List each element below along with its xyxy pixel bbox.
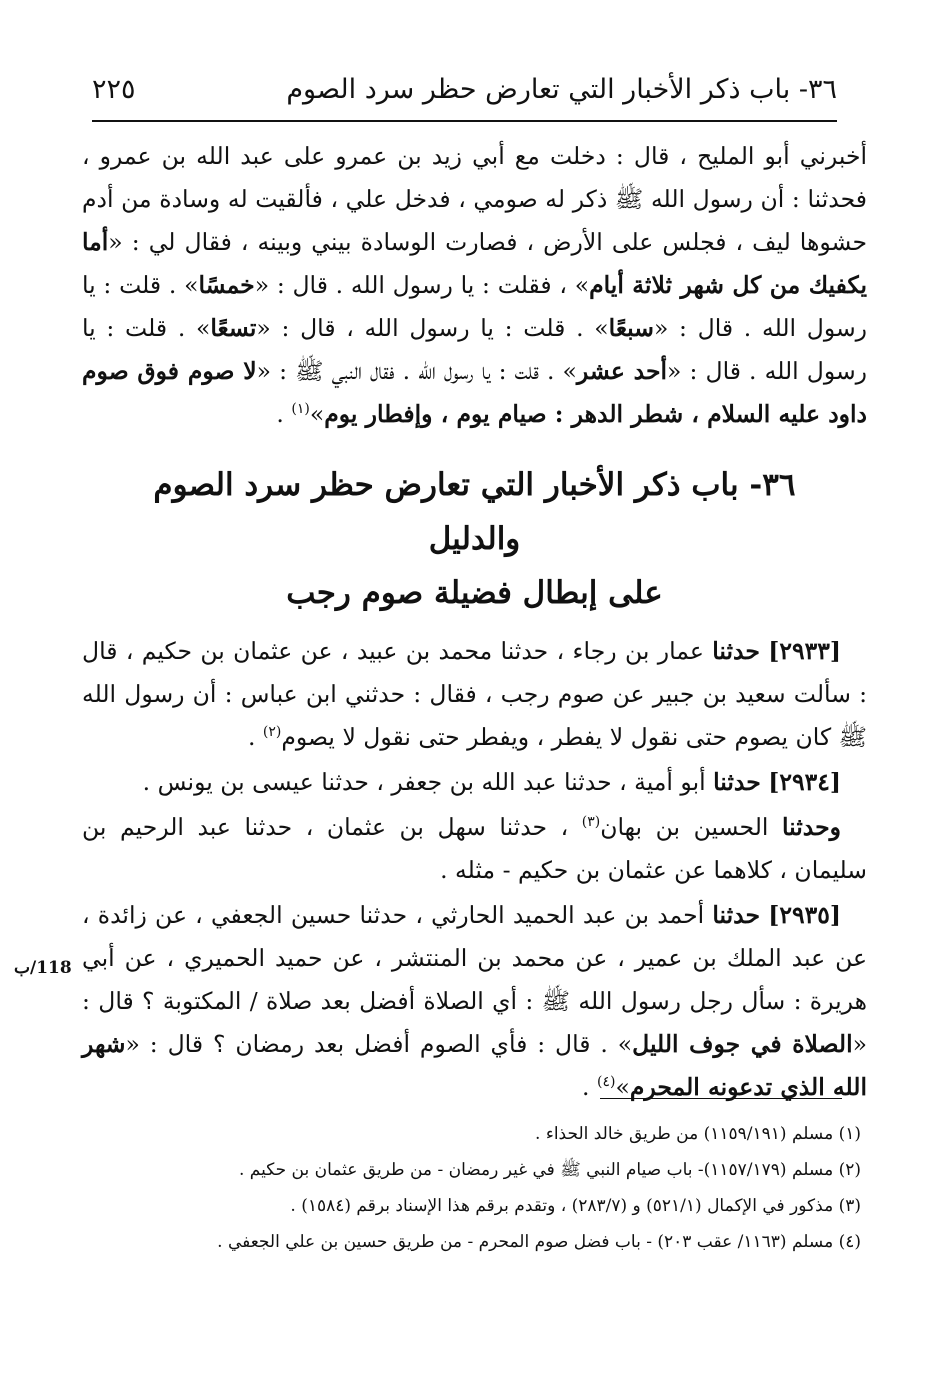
- hadith-2934-second-chain: [82, 806, 867, 892]
- text-run: الحسين بن بهان: [600, 813, 782, 841]
- page-number: ٢٢٥: [92, 73, 136, 105]
- prophet-quote: شهر الله الذي تدعونه المحرم: [82, 1030, 867, 1101]
- prophet-quote: أحد عشر: [576, 357, 668, 385]
- isnad-opener: حدثنا: [712, 901, 761, 929]
- isnad-opener: حدثنا: [713, 768, 761, 796]
- text-run: » . قلت : يا رسول الله ، قال : «: [256, 314, 609, 342]
- text-run: أبو أمية ، حدثنا عبد الله بن جعفر ، حدثنا عيسى بن يونس .: [142, 768, 714, 796]
- text-run: .: [276, 400, 292, 428]
- text-run: » ، فقلت : يا رسول الله . قال : «: [254, 271, 590, 299]
- prophet-quote: الصلاة في جوف الليل: [632, 1030, 853, 1058]
- hadith-number: [٢٩٣٥]: [768, 901, 841, 929]
- text-run: أحمد بن عبد الحميد الحارثي ، حدثنا حسين الجعفي ، عن زائدة ، عن عبد الملك بن عمير ، عن محمد بن المنتشر ، عن حميد الحميري ، عن أبي هريرة : سأل رجل رسول الله ﷺ : أي الصلاة أفضل بعد صلاة / المكتوبة ؟ قال : «: [82, 901, 867, 1058]
- hadith-number: [٢٩٣٤]: [768, 768, 841, 796]
- footnote-2: (٢) مسلم (١١٥٧/١٧٩)- باب صيام النبي ﷺ في غير رمضان - من طريق عثمان بن حكيم .: [238, 1160, 861, 1180]
- footnote-marker: (٣): [581, 814, 601, 830]
- text-run: عمار بن رجاء ، حدثنا محمد بن عبيد ، عن عثمان بن حكيم ، قال : سألت سعيد بن جبير عن صوم رجب ، فقال : حدثني ابن عباس : أن رسول الله ﷺ كان يصوم حتى نقول لا يفطر ، ويفطر حتى نقول لا يصوم: [82, 637, 867, 751]
- isnad-opener: حدثنا: [712, 637, 760, 665]
- footnotes: [92, 1116, 861, 1260]
- text-run: »: [615, 1073, 630, 1101]
- text-run: » . قلت : يا رسول الله . قال : «: [82, 314, 867, 385]
- prophet-quote: سبعًا: [608, 314, 654, 342]
- footnote-marker: (٤): [596, 1074, 616, 1090]
- text-run: .: [247, 723, 263, 751]
- prophet-quote: خمسًا: [198, 271, 255, 299]
- text-run: » . قال : فأي الصوم أفضل بعد رمضان ؟ قال : «: [125, 1030, 633, 1058]
- chapter-title-line: على إبطال فضيلة صوم رجب: [286, 575, 663, 611]
- chapter-title: [122, 458, 827, 620]
- text-run: » . قلت : يا رسول الله . قال : «: [82, 271, 868, 342]
- hadith-2934: [82, 761, 867, 804]
- footnote-4: (٤) مسلم (١١٦٣/ عقب ٢٠٣) - باب فضل صوم المحرم - من طريق حسين بن علي الجعفي .: [217, 1232, 861, 1252]
- prophet-quote: لا صوم فوق صوم داود عليه السلام ، شطر الدهر : صيام يوم ، وإفطار يوم: [82, 357, 867, 428]
- hadith-number: [٢٩٣٣]: [768, 637, 841, 665]
- hadith-2933: [82, 630, 867, 759]
- chapter-title-line: ٣٦- باب ذكر الأخبار التي تعارض حظر سرد الصوم والدليل: [153, 467, 796, 557]
- text-run: .: [582, 1073, 597, 1101]
- intro-paragraph: [82, 135, 867, 436]
- prophet-quote: أما يكفيك من كل شهر ثلاثة أيام: [82, 228, 868, 299]
- text-run: »: [309, 400, 325, 428]
- footnote-marker: (٢): [262, 724, 282, 740]
- hadith-2935: [82, 894, 867, 1109]
- header-rule: [92, 120, 837, 122]
- main-text: [82, 135, 867, 1111]
- text-run: » . قلت : يا رسول الله . فقال النبي ﷺ : «: [256, 357, 577, 385]
- footnote-3: (٣) مذكور في الإكمال (٥٢١/١) و (٢٨٣/٧) ، وتقدم برقم هذا الإسناد برقم (١٥٨٤) .: [290, 1196, 861, 1216]
- prophet-quote: تسعًا: [210, 314, 257, 342]
- running-title: ٣٦- باب ذكر الأخبار التي تعارض حظر سرد الصوم: [286, 73, 837, 105]
- text-run: ، حدثنا سهل بن عثمان ، حدثنا عبد الرحيم بن سليمان ، كلاهما عن عثمان بن حكيم - مثله .: [82, 813, 867, 884]
- isnad-opener: وحدثنا: [781, 813, 841, 841]
- footnote-marker: (١): [291, 401, 310, 417]
- text-run: أخبرني أبو المليح ، قال : دخلت مع أبي زيد بن عمرو على عبد الله بن عمرو ، فحدثنا : أن رسول الله ﷺ ذكر له صومي ، فدخل علي ، فألقيت له وسادة من أدم حشوها ليف ، فجلس على الأرض ، فصارت الوسادة بيني وبينه ، فقال لي : «: [82, 142, 867, 256]
- running-header: [92, 66, 837, 112]
- margin-folio-note: 118/ب: [14, 958, 72, 978]
- footnote-rule: [600, 1098, 842, 1099]
- footnote-1: (١) مسلم (١١٥٩/١٩١) من طريق خالد الحذاء .: [535, 1124, 861, 1144]
